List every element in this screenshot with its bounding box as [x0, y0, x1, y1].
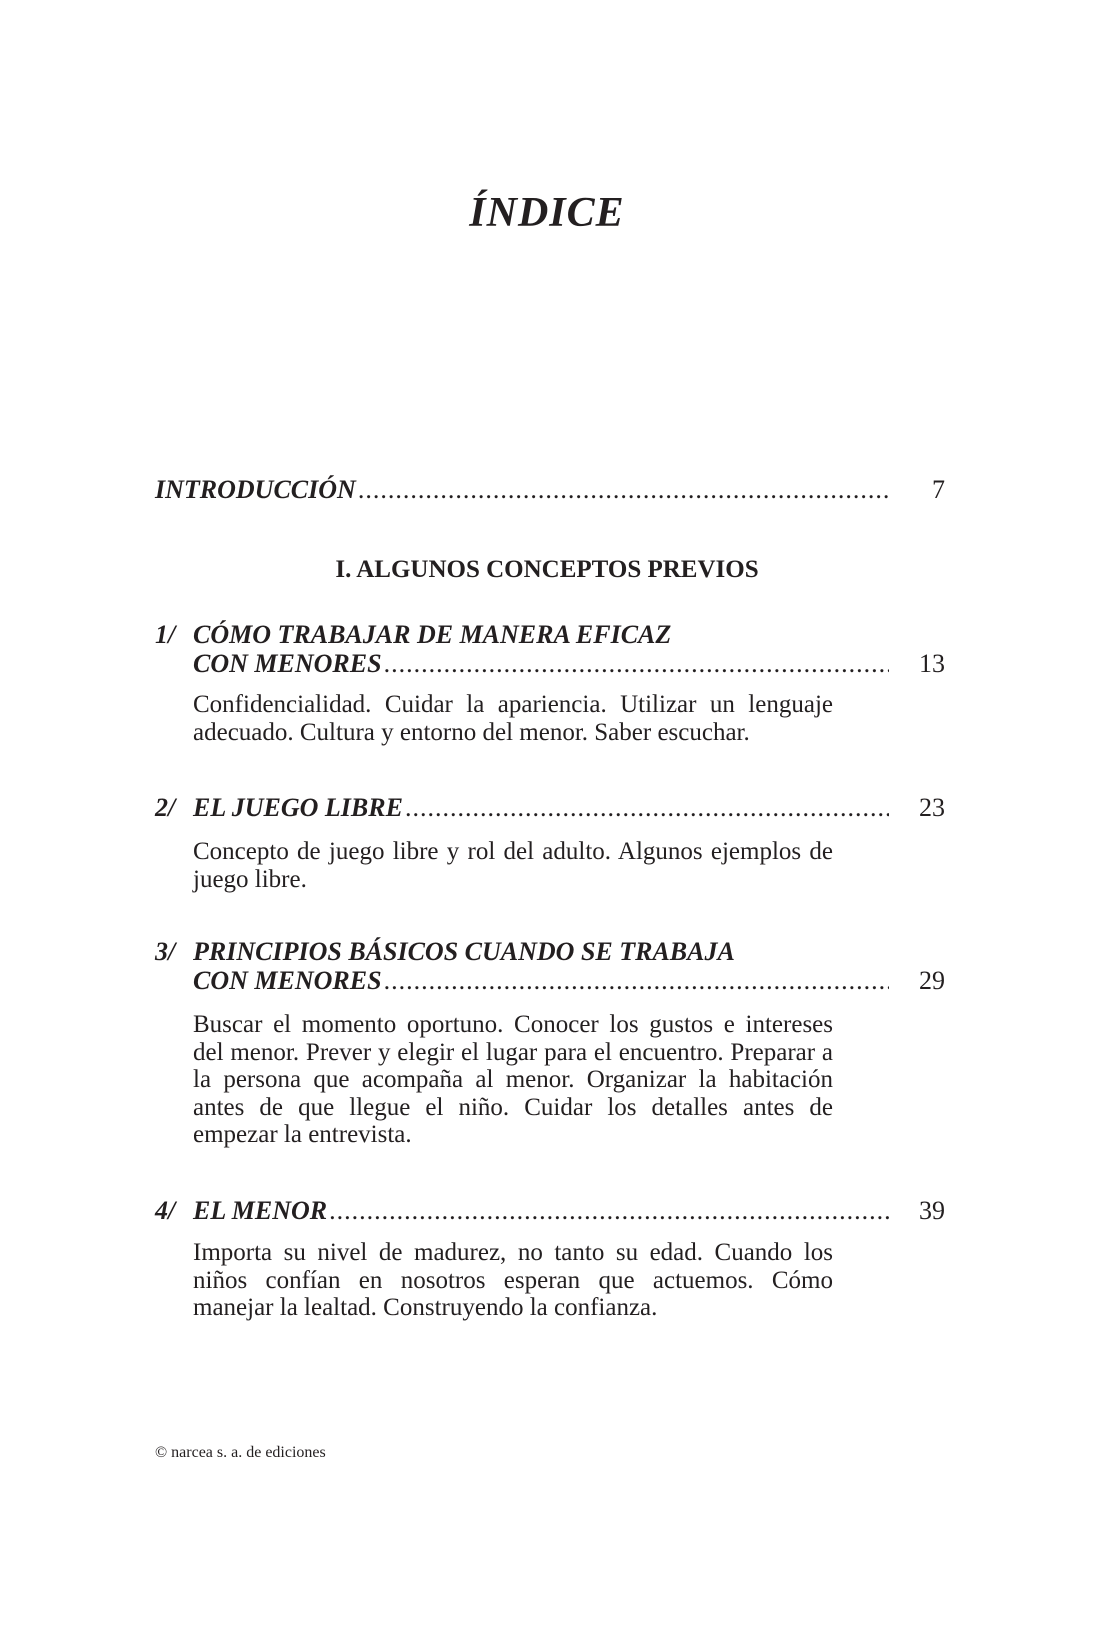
toc-page-number: 13: [919, 649, 945, 678]
chapter-description: Buscar el momento oportuno. Conocer los gustos e intereses del menor. Prever y elegir el lugar para el encuentro. Preparar a la persona que acompaña al menor. Organizar la habitación antes de que llegue el niño. Cuidar los detalles antes de empezar la entrevista.: [193, 1011, 833, 1148]
toc-entry-title: EL MENOR: [193, 1196, 328, 1225]
page-title: ÍNDICE: [469, 190, 625, 237]
toc-entry-title: CÓMO TRABAJAR DE MANERA EFICAZ: [193, 620, 672, 649]
leader-dots: [358, 475, 889, 505]
chapter-description: Importa su nivel de madurez, no tanto su edad. Cuando los niños confían en nosotros esperan que actuemos. Cómo manejar la lealtad. Construyendo la confianza.: [193, 1239, 833, 1321]
leader-dots: [384, 649, 889, 679]
toc-page-number: 39: [919, 1196, 945, 1225]
toc-page-number: 7: [932, 475, 945, 504]
section-heading: I. ALGUNOS CONCEPTOS PREVIOS: [335, 556, 759, 583]
chapter-number: 1/: [155, 620, 176, 649]
chapter-number: 2/: [155, 793, 176, 822]
toc-entry-title: INTRODUCCIÓN: [155, 475, 356, 504]
toc-entry-title-continued: CON MENORES: [193, 649, 382, 678]
leader-dots: [405, 793, 889, 823]
chapter-number: 4/: [155, 1196, 176, 1225]
toc-entry-title-continued: CON MENORES: [193, 966, 382, 995]
leader-dots: [329, 1196, 889, 1226]
toc-page-number: 23: [919, 793, 945, 822]
toc-entry-title: EL JUEGO LIBRE: [193, 793, 403, 822]
chapter-description: Concepto de juego libre y rol del adulto. Algunos ejemplos de juego libre.: [193, 838, 833, 893]
toc-page-number: 29: [919, 966, 945, 995]
copyright-footer: © narcea s. a. de ediciones: [155, 1444, 326, 1461]
chapter-description: Confidencialidad. Cuidar la apariencia. Utilizar un lenguaje adecuado. Cultura y entorno del menor. Saber escuchar.: [193, 691, 833, 746]
toc-entry-title: PRINCIPIOS BÁSICOS CUANDO SE TRABAJA: [193, 937, 735, 966]
leader-dots: [384, 966, 889, 996]
chapter-number: 3/: [155, 937, 176, 966]
